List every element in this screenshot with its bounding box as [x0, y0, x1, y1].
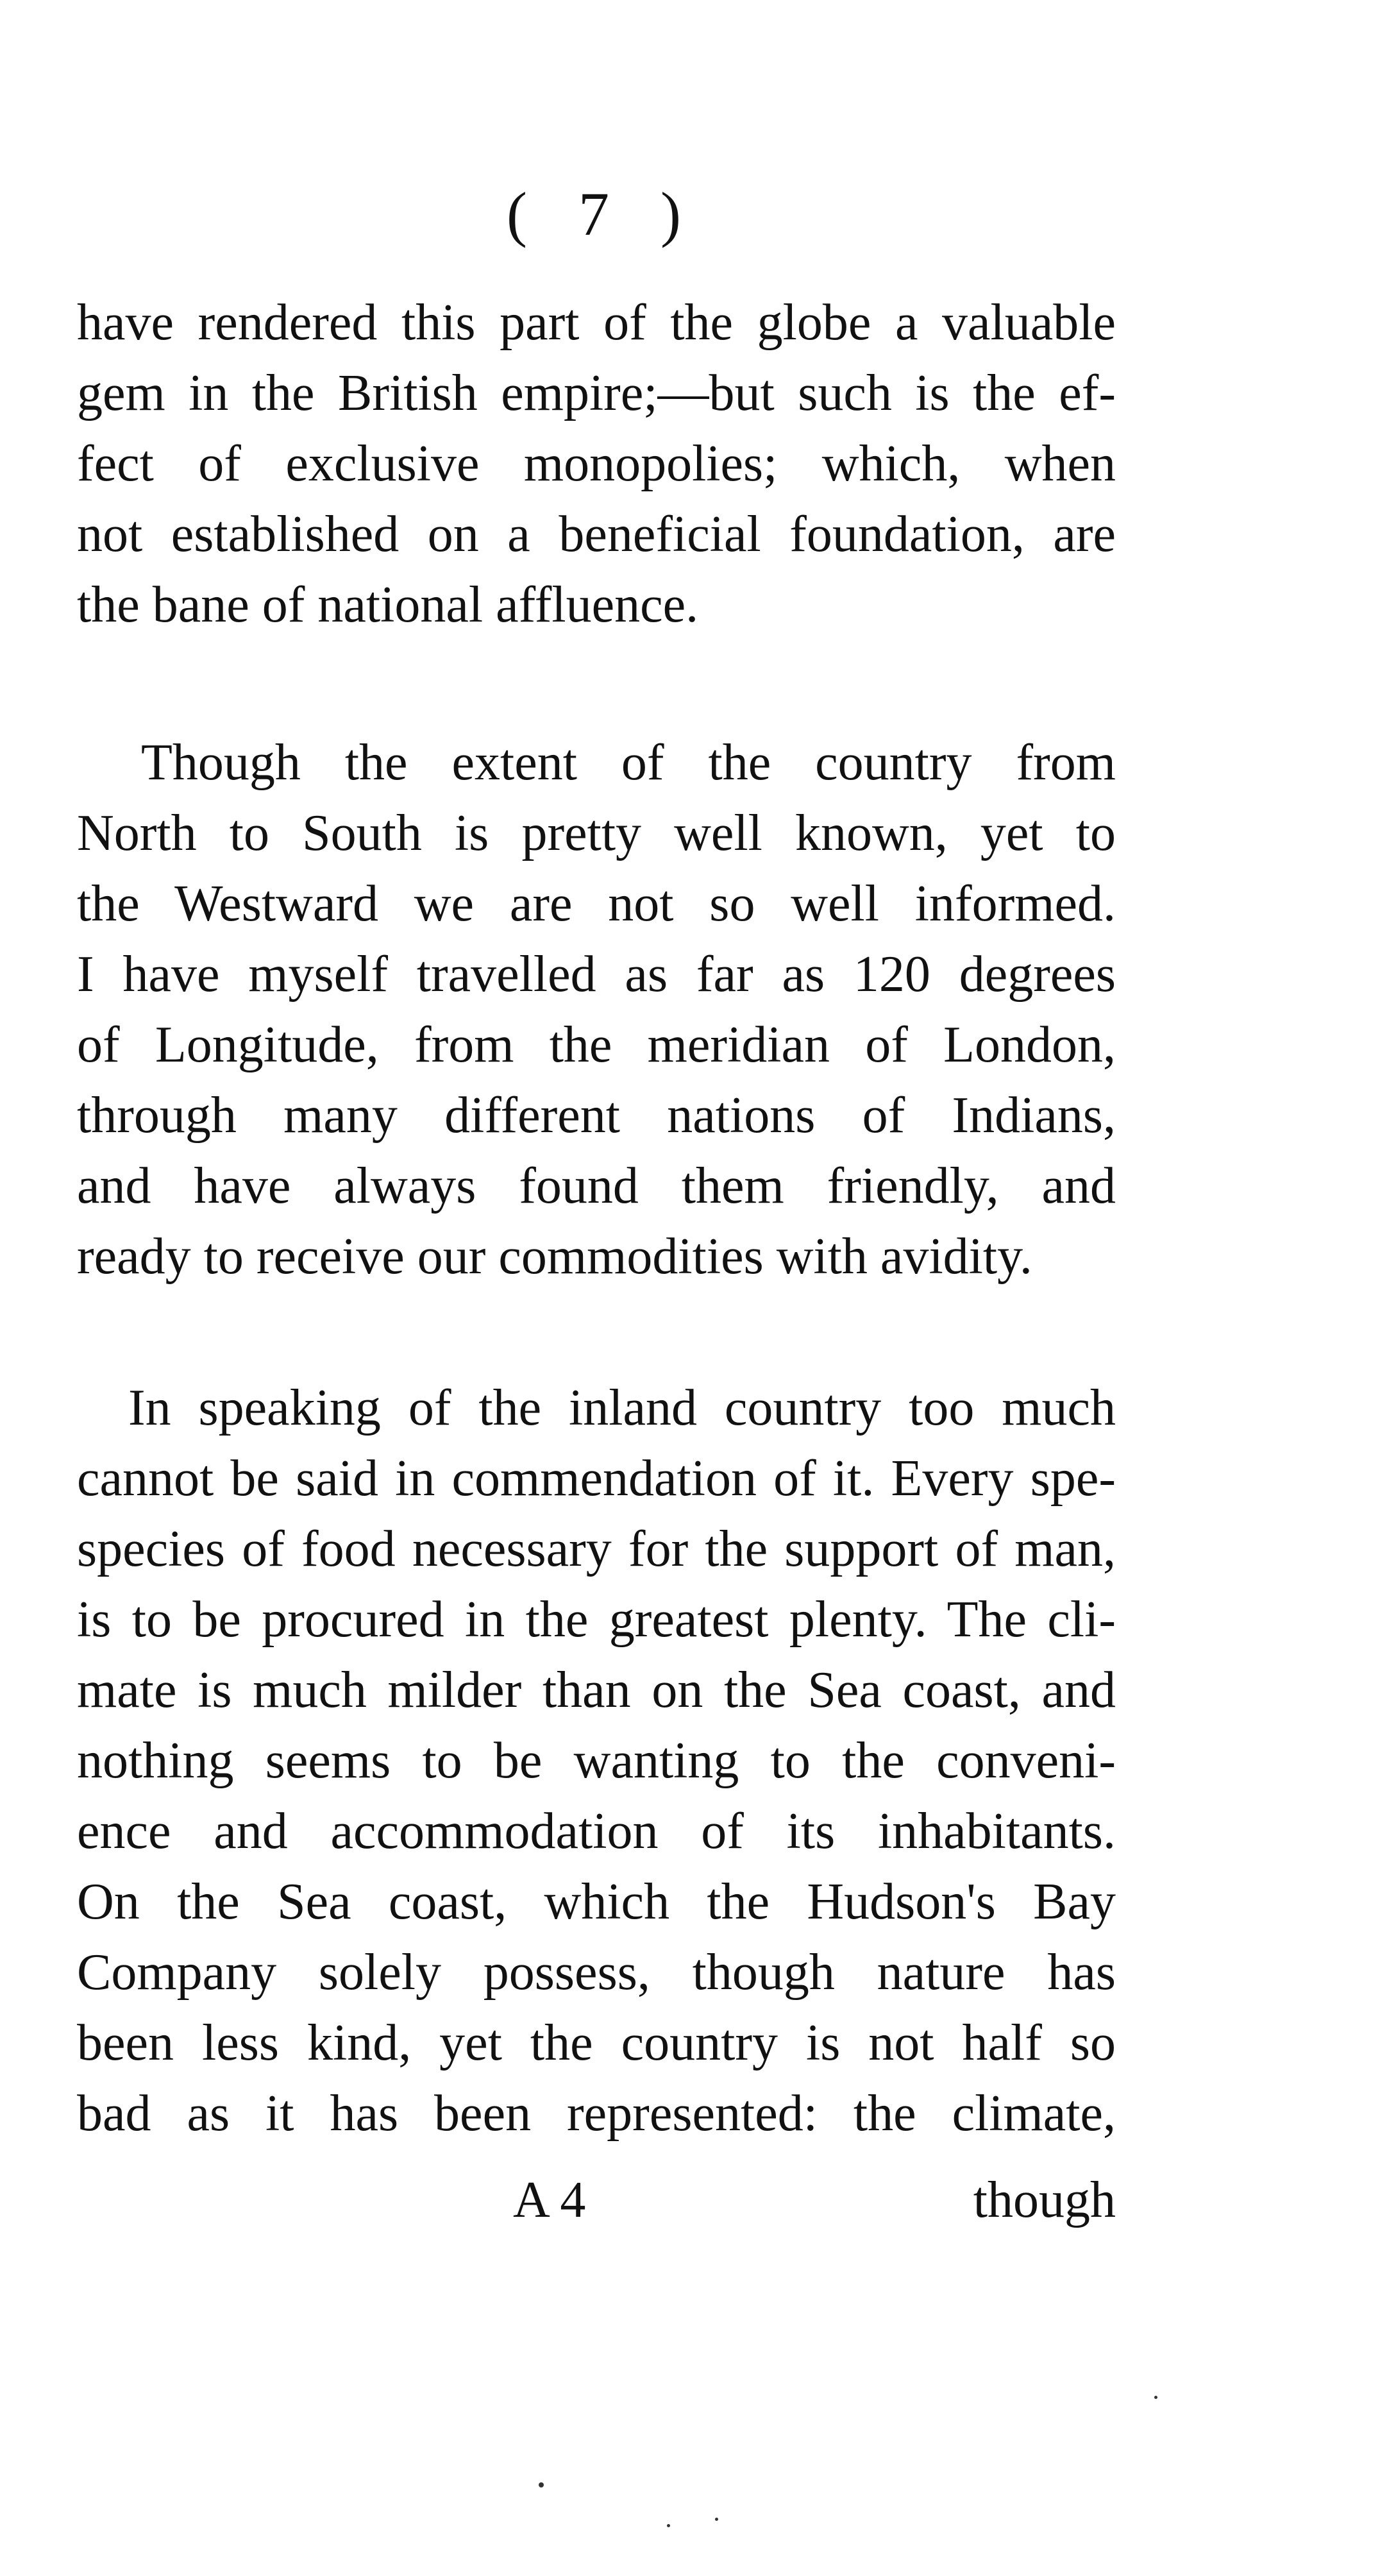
page-footer — [77, 2165, 1116, 2235]
text-line: the bane of national affluence. — [77, 577, 699, 633]
text-line: bad as it has been represented: the climate, — [77, 2085, 1116, 2142]
paragraph-1 — [77, 287, 1116, 640]
text-line: through many different nations of Indians, — [77, 1087, 1116, 1144]
paragraph-3 — [77, 1373, 1116, 2149]
text-line: is to be procured in the greatest plenty. The cli- — [77, 1591, 1116, 1648]
text-line: Company solely possess, though nature has — [77, 1944, 1116, 2001]
text-line: nothing seems to be wanting to the conveni- — [77, 1733, 1116, 1789]
text-line: the Westward we are not so well informed. — [77, 876, 1116, 932]
text-line: mate is much milder than on the Sea coast, and — [77, 1662, 1116, 1718]
text-line: not established on a beneficial foundation, are — [77, 506, 1116, 563]
text-line: On the Sea coast, which the Hudson's Bay — [77, 1874, 1116, 1930]
catchword: though — [973, 2172, 1116, 2228]
ink-speck — [1154, 2396, 1157, 2399]
page-number: ( 7 ) — [507, 180, 699, 248]
text-line: I have myself travelled as far as 120 degrees — [77, 946, 1116, 1003]
text-line: gem in the British empire;—but such is the ef- — [77, 365, 1116, 421]
text-line: In speaking of the inland country too much — [128, 1380, 1116, 1436]
text-line: species of food necessary for the support of man, — [77, 1521, 1116, 1577]
text-line: of Longitude, from the meridian of London, — [77, 1017, 1116, 1073]
signature-mark: A 4 — [513, 2172, 586, 2228]
text-line: fect of exclusive monopolies; which, when — [77, 436, 1116, 492]
ink-speck — [667, 2524, 670, 2527]
text-line: ready to receive our commodities with avidity. — [77, 1228, 1032, 1285]
text-line: Though the extent of the country from — [141, 734, 1116, 791]
text-line: been less kind, yet the country is not half so — [77, 2015, 1116, 2071]
text-line: have rendered this part of the globe a valuable — [77, 294, 1116, 351]
text-line: North to South is pretty well known, yet to — [77, 805, 1116, 861]
text-line: and have always found them friendly, and — [77, 1158, 1116, 1214]
ink-speck — [539, 2482, 544, 2487]
text-line: ence and accommodation of its inhabitants. — [77, 1803, 1116, 1860]
ink-speck — [715, 2518, 718, 2521]
paragraph-2 — [77, 727, 1116, 1292]
text-line: cannot be said in commendation of it. Every spe- — [77, 1450, 1116, 1507]
